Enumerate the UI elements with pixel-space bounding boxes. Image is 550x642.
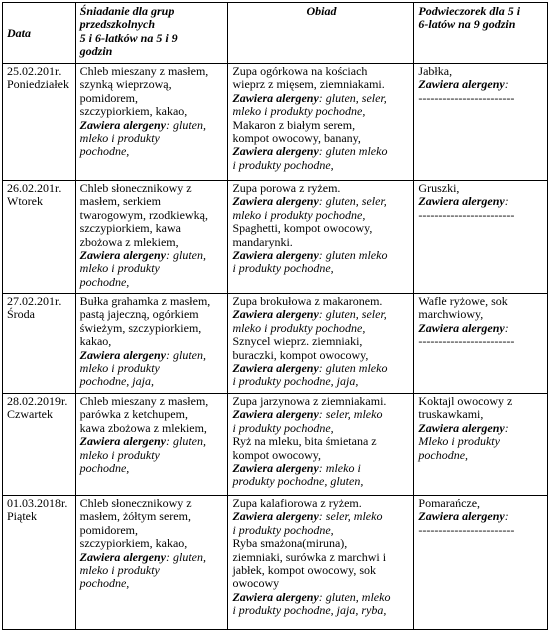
header-snack-line: Podwieczorek dla 5 i xyxy=(418,4,521,18)
allergen-label: Zawiera alergeny xyxy=(232,307,319,322)
date-cell xyxy=(3,181,76,294)
date-cell xyxy=(3,394,76,496)
allergen-label: Zawiera alergeny xyxy=(232,361,319,376)
header-row xyxy=(3,3,548,64)
date-cell xyxy=(3,496,76,630)
date-value: 27.02.201r. xyxy=(7,294,62,308)
allergen-list: : xyxy=(504,509,509,524)
menu-item-line: szczypiorkiem, kakao, xyxy=(79,536,188,551)
menu-item-line: Wafle ryżowe, sok xyxy=(418,294,508,308)
menu-item-line: mandarynki. xyxy=(232,234,293,249)
menu-item-line: masłem, serkiem xyxy=(79,194,161,209)
menu-table xyxy=(2,2,548,630)
allergen-list: i produkty pochodne, jaja, xyxy=(232,374,359,389)
cell-line xyxy=(418,510,544,523)
cell-line xyxy=(418,322,544,335)
cell-line xyxy=(80,349,225,362)
allergen-list: : gluten mleko xyxy=(318,248,388,263)
menu-item-line: wieprz z mięsem, ziemniakami. xyxy=(232,77,385,92)
allergen-list: : gluten, seler, xyxy=(318,90,387,105)
allergen-list: : xyxy=(504,77,509,92)
menu-item-line: marchwiowy, xyxy=(418,307,484,322)
date-cell xyxy=(3,294,76,394)
menu-item-line: twarogowym, rzodkiewką, xyxy=(79,207,208,222)
cell-line xyxy=(80,551,225,564)
lunch-cell xyxy=(228,394,414,496)
menu-item-line: Chleb słonecznikowy z xyxy=(79,181,192,195)
allergen-list: pochodne, xyxy=(79,274,130,289)
snack-cell xyxy=(414,64,548,181)
cell-line xyxy=(232,308,410,321)
header-breakfast-line: 5 i 6-latków na 5 i 9 xyxy=(79,30,178,45)
menu-item-line: pomidorem, xyxy=(79,90,138,105)
cell-line xyxy=(418,78,544,91)
menu-item-line: Spaghetti, kompot owocowy, xyxy=(232,221,373,236)
allergen-label: Zawiera alergeny xyxy=(79,549,166,564)
allergen-list: mleko i produkty xyxy=(79,447,160,462)
menu-item-line: Chleb mieszany z masłem, xyxy=(79,64,209,78)
allergen-list: : gluten, xyxy=(165,549,206,564)
allergen-list: mleko i produkty xyxy=(79,261,160,276)
allergen-list: : gluten mleko xyxy=(318,361,388,376)
allergen-list: : gluten, seler, xyxy=(318,194,387,209)
allergen-label: Zawiera alergeny xyxy=(418,77,505,92)
snack-cell xyxy=(414,181,548,294)
allergen-list: i produkty pochodne, xyxy=(232,157,334,172)
allergen-list: mleko i produkty xyxy=(79,563,160,578)
date-value: 25.02.201r. xyxy=(7,64,62,78)
weekday-value: Czwartek xyxy=(7,407,53,422)
breakfast-cell xyxy=(75,294,228,394)
menu-item-line: truskawkami, xyxy=(418,407,484,422)
breakfast-cell xyxy=(75,64,228,181)
cell-line xyxy=(232,408,410,421)
allergen-list: mleko i produkty pochodne, xyxy=(232,320,366,335)
allergen-list: mleko i produkty xyxy=(79,361,160,376)
allergen-label: Zawiera alergeny xyxy=(232,248,319,263)
allergen-list: pochodne, xyxy=(79,461,130,476)
allergen-list: : gluten mleko xyxy=(318,144,388,159)
menu-item-line: Zupa ogórkowa na kościach xyxy=(232,64,368,78)
menu-item-line: Jabłka, xyxy=(418,64,453,78)
allergen-list: : mleko i xyxy=(318,461,361,476)
cell-line xyxy=(232,145,410,158)
breakfast-cell xyxy=(75,496,228,630)
allergen-list: : xyxy=(504,194,509,209)
allergen-list: i produkty pochodne, xyxy=(232,261,334,276)
cell-line xyxy=(232,462,410,475)
menu-body xyxy=(3,64,548,630)
allergen-label: Zawiera alergeny xyxy=(232,509,319,524)
cell-line xyxy=(232,591,410,604)
header-lunch: Obiad xyxy=(228,3,414,64)
weekday-value: Wtorek xyxy=(7,194,43,209)
allergen-list: : gluten, seler, xyxy=(318,307,387,322)
menu-item-line: szynką wieprzową, xyxy=(79,77,172,92)
allergen-label: Zawiera alergeny xyxy=(232,407,319,422)
cell-line xyxy=(418,422,544,435)
menu-item-line: szczypiorkiem, kawa xyxy=(79,221,181,236)
allergen-label: Zawiera alergeny xyxy=(232,144,319,159)
allergen-label: Zawiera alergeny xyxy=(232,461,319,476)
allergen-label: Zawiera alergeny xyxy=(79,434,166,449)
menu-item-line: ziemniaki, surówka z marchwi i xyxy=(232,549,387,564)
allergen-list: pochodne, xyxy=(79,576,130,591)
allergen-list: : seler, mleko xyxy=(318,407,383,422)
menu-item-line: Gruszki, xyxy=(418,181,460,195)
allergen-label: Zawiera alergeny xyxy=(232,90,319,105)
menu-item-line: ------------------------ xyxy=(418,207,515,222)
day-row xyxy=(3,181,548,294)
snack-cell xyxy=(414,496,548,630)
cell-line xyxy=(232,249,410,262)
allergen-list: : gluten, xyxy=(165,434,206,449)
allergen-list: pochodne, xyxy=(79,144,130,159)
date-value: 28.02.2019r. xyxy=(7,394,68,408)
allergen-list: : seler, mleko xyxy=(318,509,383,524)
header-breakfast-line: godzin xyxy=(79,44,113,59)
date-cell xyxy=(3,64,76,181)
cell-line xyxy=(232,510,410,523)
allergen-label: Zawiera alergeny xyxy=(418,420,505,435)
menu-item-line: Pomarańcze, xyxy=(418,496,481,510)
header-breakfast-line: Śniadanie dla grup xyxy=(79,4,175,18)
menu-item-line: ------------------------ xyxy=(418,90,515,105)
menu-item-line: Chleb mieszany z masłem, xyxy=(79,394,209,408)
menu-item-line: Koktajl owocowy z xyxy=(418,394,513,408)
date-value: 26.02.201r. xyxy=(7,181,62,195)
allergen-label: Zawiera alergeny xyxy=(418,320,505,335)
date-value: 01.03.2018r. xyxy=(7,496,68,510)
allergen-label: Zawiera alergeny xyxy=(232,589,319,604)
allergen-list: : xyxy=(504,320,509,335)
day-row xyxy=(3,294,548,394)
allergen-label: Zawiera alergeny xyxy=(79,117,166,132)
menu-item-line: Ryż na mleku, bita śmietana z xyxy=(232,434,377,449)
day-row xyxy=(3,496,548,630)
snack-cell xyxy=(414,294,548,394)
menu-item-line: kompot owocowy, xyxy=(232,447,322,462)
weekday-value: Środa xyxy=(7,307,35,322)
menu-item-line: Zupa porowa z ryżem. xyxy=(232,181,341,195)
allergen-list: pochodne, xyxy=(418,447,469,462)
allergen-list: Mleko i produkty xyxy=(418,434,500,449)
menu-item-line: Ryba smażona(miruna), xyxy=(232,536,348,551)
header-date: Data xyxy=(3,3,76,64)
header-breakfast-line: przedszkolnych xyxy=(79,17,155,32)
allergen-list: : gluten, mleko xyxy=(318,589,391,604)
cell-line xyxy=(418,195,544,208)
menu-item-line: owocowy xyxy=(232,576,280,591)
allergen-list: : gluten, xyxy=(165,248,206,263)
header-breakfast xyxy=(75,3,228,64)
allergen-list: pochodne, jaja, xyxy=(79,374,154,389)
menu-item-line: buraczki, kompot owocowy, xyxy=(232,347,369,362)
menu-item-line: pomidorem, xyxy=(79,522,138,537)
allergen-list: mleko i produkty pochodne, xyxy=(232,104,366,119)
weekday-value: Piątek xyxy=(7,509,37,524)
menu-item-line: kawa zbożowa z mlekiem, xyxy=(79,420,207,435)
allergen-label: Zawiera alergeny xyxy=(79,347,166,362)
menu-item-line: parówka z ketchupem, xyxy=(79,407,188,422)
allergen-label: Zawiera alergeny xyxy=(418,509,505,524)
cell-line xyxy=(80,435,225,448)
cell-line xyxy=(232,362,410,375)
allergen-list: i produkty pochodne, xyxy=(232,522,334,537)
cell-line xyxy=(232,195,410,208)
cell-line xyxy=(80,119,225,132)
allergen-label: Zawiera alergeny xyxy=(418,194,505,209)
day-row xyxy=(3,64,548,181)
allergen-list: i produkty pochodne, xyxy=(232,420,334,435)
allergen-list: : gluten, xyxy=(165,347,206,362)
allergen-label: Zawiera alergeny xyxy=(79,248,166,263)
menu-item-line: ------------------------ xyxy=(418,334,515,349)
menu-item-line: Makaron z białym serem, xyxy=(232,117,356,132)
menu-item-line: szczypiorkiem, kakao, xyxy=(79,104,188,119)
allergen-list: mleko i produkty xyxy=(79,131,160,146)
allergen-list: i produkty pochodne, jaja, ryba, xyxy=(232,603,387,618)
allergen-list: produkty pochodne, gluten, xyxy=(232,474,364,489)
lunch-cell xyxy=(228,64,414,181)
snack-cell xyxy=(414,394,548,496)
lunch-cell xyxy=(228,496,414,630)
menu-item-line: Zupa jarzynowa z ziemniakami. xyxy=(232,394,387,408)
menu-item-line: zbożowa z mlekiem, xyxy=(79,234,179,249)
cell-line xyxy=(80,249,225,262)
allergen-label: Zawiera alergeny xyxy=(232,194,319,209)
menu-item-line: jabłek, kompot owocowy, sok xyxy=(232,563,377,578)
menu-item-line: Bułka grahamka z masłem, xyxy=(79,294,211,308)
menu-item-line: kompot owocowy, banany, xyxy=(232,131,361,146)
weekday-value: Poniedziałek xyxy=(7,77,69,92)
allergen-list: : gluten, xyxy=(165,117,206,132)
day-row xyxy=(3,394,548,496)
header-snack xyxy=(414,3,548,64)
cell-line xyxy=(232,92,410,105)
allergen-list: : xyxy=(504,420,509,435)
breakfast-cell xyxy=(75,181,228,294)
menu-item-line: kakao, xyxy=(79,334,112,349)
menu-item-line: świeżym, szczypiorkiem, xyxy=(79,320,202,335)
menu-item-line: Chleb słonecznikowy z xyxy=(79,496,192,510)
menu-item-line: Zupa kalafiorowa z ryżem. xyxy=(232,496,362,510)
breakfast-cell xyxy=(75,394,228,496)
allergen-list: mleko i produkty pochodne, xyxy=(232,207,366,222)
menu-item-line: pastą jajeczną, ogórkiem xyxy=(79,307,199,322)
menu-item-line: ------------------------ xyxy=(418,522,515,537)
lunch-cell xyxy=(228,181,414,294)
header-snack-line: 6-latów na 9 godzin xyxy=(418,17,516,32)
lunch-cell xyxy=(228,294,414,394)
menu-item-line: Sznycel wieprz. ziemniaki, xyxy=(232,334,363,349)
menu-item-line: Zupa brokułowa z makaronem. xyxy=(232,294,383,308)
menu-item-line: masłem, żółtym serem, xyxy=(79,509,191,524)
